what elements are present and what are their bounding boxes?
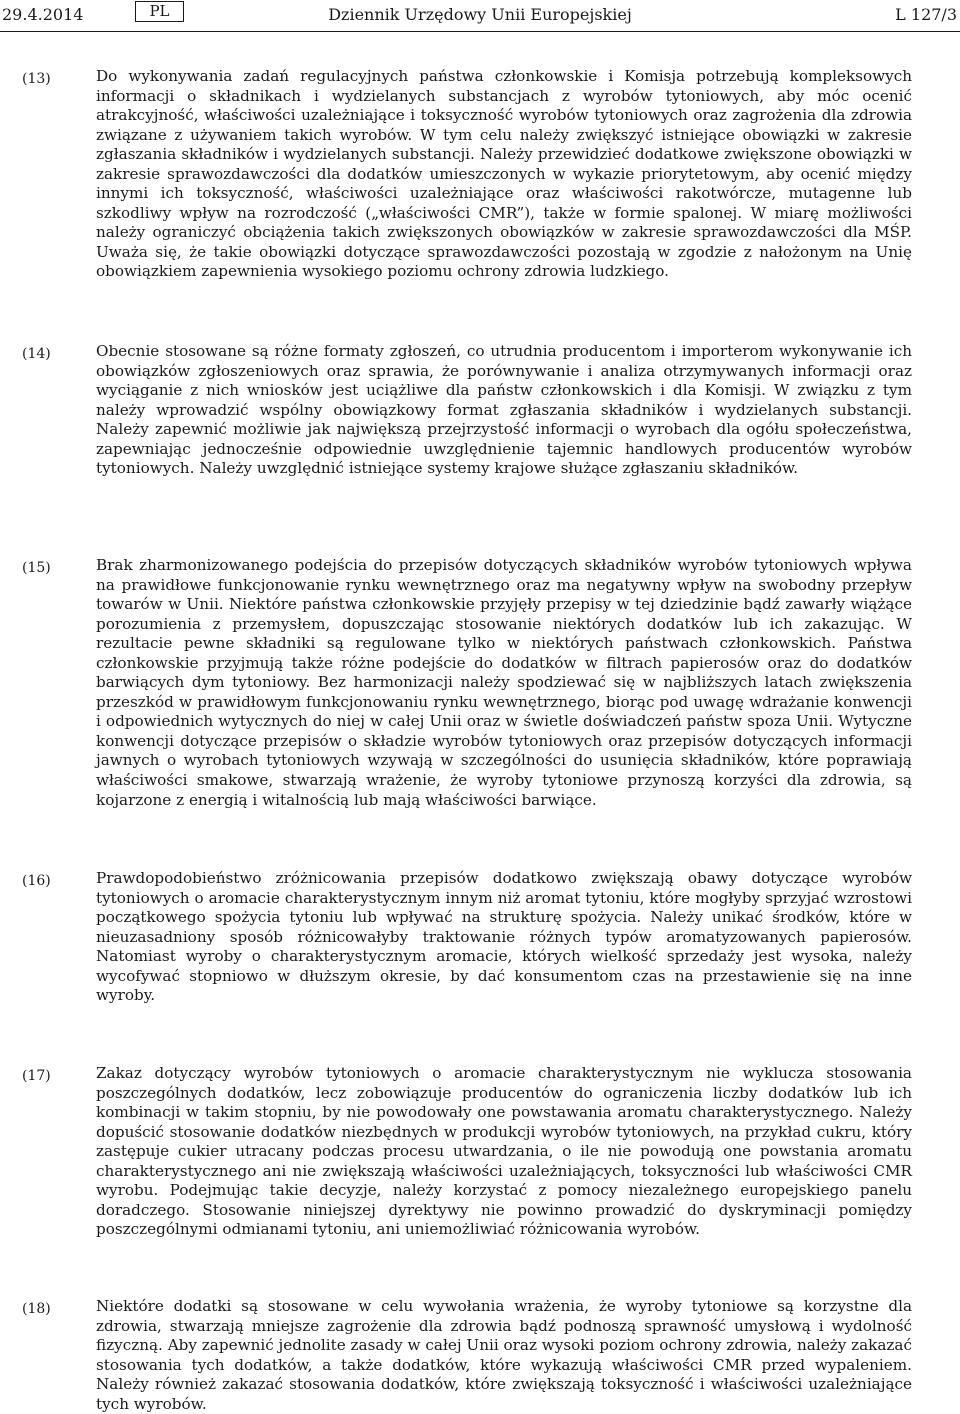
recital-text: Do wykonywania zadań regulacyjnych państwa członkowskie i Komisja potrzebują kompleksowych informacji o składnikach i wydzielanych substancjach z wyrobów tytoniowych, aby móc ocenić atrakcyjność, właściwości uzależniające i toksyczność wyrobów tytoniowych oraz zagrożenia dla zdrowia związane z używaniem takich wyrobów. W tym celu należy zwiększyć istniejące obowiązki w zakresie zgłaszania składników i wydzielanych substancji. Należy przewidzieć dodatkowe zwiększone obowiązki w zakresie sprawozdawczości dla dodatków umieszczonych w wykazie priorytetowym, aby ocenić między innymi ich toksyczność, właściwości uzależniające oraz właściwości rakotwórcze, mutagenne lub szkodliwy wpływ na rozrodczość („właściwości CMR”), także w formie spalonej. W miarę możliwości należy ograniczyć obciążenia takich zwiększonych obowiązków w zakresie sprawozdawczości dla MŚP. Uważa się, że takie obowiązki dotyczące sprawozdawczości pozostają w zgodzie z nałożonym na Unię obowiązkiem zapewnienia wysokiego poziomu ochrony zdrowia ludzkiego. xyxy=(96,67,912,281)
recital-number: (15) xyxy=(22,560,51,576)
recital-number: (16) xyxy=(22,873,51,889)
recital-number: (14) xyxy=(22,346,51,362)
recital-text: Prawdopodobieństwo zróżnicowania przepisów dodatkowo zwiększają obawy dotyczące wyrobów tytoniowych o aromacie charakterystycznym innym niż aromat tytoniu, które mogłyby sprzyjać wzrostowi początkowego spożycia tytoniu lub wpływać na strukturę spożycia. Należy unikać środków, które w nieuzasadniony sposób różnicowałyby traktowanie różnych typów aromatyzowanych papierosów. Natomiast wyroby o charakterystycznym aromacie, których wielkość sprzedaży jest wysoka, należy wycofywać stopniowo w dłuższym okresie, by dać konsumentom czas na przestawienie się na inne wyroby. xyxy=(96,869,912,1005)
recital-number: (17) xyxy=(22,1068,51,1084)
page-reference: L 127/3 xyxy=(895,5,957,24)
recital-text: Zakaz dotyczący wyrobów tytoniowych o aromacie charakterystycznym nie wyklucza stosowania poszczególnych dodatków, lecz zobowiązuje producentów do ograniczenia liczby dodatków lub ich kombinacji w takim stopniu, by nie powodowały one powstawania aromatu charakterystycznego. Należy dopuścić stosowanie dodatków niezbędnych w produkcji wyrobów tytoniowych, na przykład cukru, który zastępuje cukier utracany podczas procesu utwardzania, o ile nie powodują one powstania aromatu charakterystycznego ani nie zwiększają właściwości uzależniających, toksyczności lub właściwości CMR wyrobu. Podejmując takie decyzje, należy korzystać z pomocy niezależnego europejskiego panelu doradczego. Stosowanie niniejszej dyrektywy nie powinno prowadzić do dyskryminacji pomiędzy poszczególnymi odmianami tytoniu, ani uniemożliwiać różnicowania wyrobów. xyxy=(96,1064,912,1239)
page-header xyxy=(0,0,960,32)
recital-number: (18) xyxy=(22,1301,51,1317)
recital-text: Obecnie stosowane są różne formaty zgłoszeń, co utrudnia producentom i importerom wykonywanie ich obowiązków zgłoszeniowych oraz sprawia, że porównywanie i analiza otrzymywanych informacji oraz wyciąganie z nich wniosków jest uciążliwe dla państw członkowskich i dla Komisji. W związku z tym należy wprowadzić wspólny obowiązkowy format zgłaszania składników i wydzielanych substancji. Należy zapewnić możliwie jak największą przejrzystość informacji o wyrobach dla ogółu społeczeństwa, zapewniając jednocześnie odpowiednie uwzględnienie tajemnic handlowych producentów wyrobów tytoniowych. Należy uwzględnić istniejące systemy krajowe służące zgłaszaniu składników. xyxy=(96,342,912,478)
journal-title: Dziennik Urzędowy Unii Europejskiej xyxy=(328,5,632,24)
language-box: PL xyxy=(135,1,184,22)
recital-number: (13) xyxy=(22,71,51,87)
recital-text: Brak zharmonizowanego podejścia do przepisów dotyczących składników wyrobów tytoniowych wpływa na prawidłowe funkcjonowanie rynku wewnętrznego oraz ma negatywny wpływ na swobodny przepływ towarów w Unii. Niektóre państwa członkowskie przyjęły przepisy w tej dziedzinie bądź zawarły wiążące porozumienia z przemysłem, dopuszczając stosowanie niektórych dodatków lub ich zakazując. W rezultacie pewne składniki są regulowane tylko w niektórych państwach członkowskich. Państwa członkowskie przyjmują także różne podejście do dodatków w filtrach papierosów oraz do dodatków barwiących dym tytoniowy. Bez harmonizacji należy spodziewać się w najbliższych latach zwiększenia przeszkód w prawidłowym funkcjonowaniu rynku wewnętrznego, biorąc pod uwagę wdrażanie konwencji i odpowiednich wytycznych do niej w całej Unii oraz w świetle doświadczeń państw spoza Unii. Wytyczne konwencji dotyczące przepisów o składzie wyrobów tytoniowych oraz przepisów dotyczących informacji jawnych o wyrobach tytoniowych wzywają w szczególności do usunięcia składników, które poprawiają właściwości smakowe, stwarzają wrażenie, że wyroby tytoniowe przynoszą korzyści dla zdrowia, są kojarzone z energią i witalnością lub mają właściwości barwiące. xyxy=(96,556,912,809)
recital-text: Niektóre dodatki są stosowane w celu wywołania wrażenia, że wyroby tytoniowe są korzystne dla zdrowia, stwarzają mniejsze zagrożenie dla zdrowia bądź podnoszą sprawność umysłową i wydolność fizyczną. Aby zapewnić jednolite zasady w całej Unii oraz wysoki poziom ochrony zdrowia, należy zakazać stosowania tych dodatków, a także dodatków, które wykazują właściwości CMR przed wypaleniem. Należy również zakazać stosowania dodatków, które zwiększają toksyczność i właściwości uzależniające tych wyrobów. xyxy=(96,1297,912,1413)
publication-date: 29.4.2014 xyxy=(2,5,84,24)
header-rule xyxy=(0,31,960,32)
